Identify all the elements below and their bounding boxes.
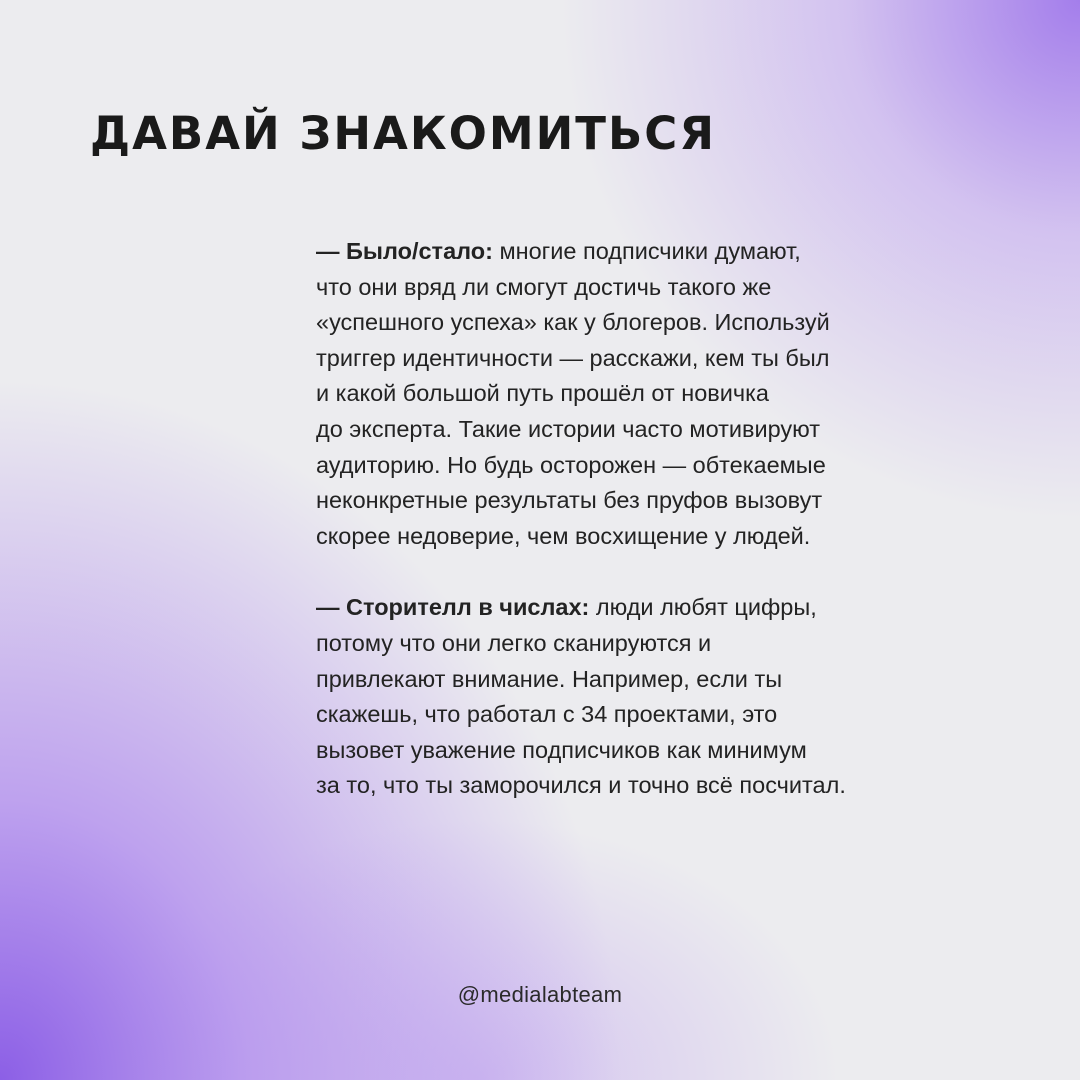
paragraph-line: триггер идентичности — расскажи, кем ты был [316,344,830,371]
account-handle: @medialabteam [457,982,623,1007]
paragraph-line: привлекают внимание. Например, если ты [316,665,783,692]
page-title: ДАВАЙ ЗНАКОМИТЬСЯ [90,107,716,160]
paragraph-line: «успешного успеха» как у блогеров. Используй [316,309,830,336]
paragraph-line: скажешь, что работал с 34 проектами, это [316,701,778,728]
paragraph-line: до эксперта. Такие истории часто мотивируют [316,415,821,442]
paragraph-line: многие подписчики думают, [492,238,801,264]
paragraph-storytelling-numbers [316,590,1006,804]
paragraph-line: и какой большой путь прошёл от новичка [316,380,769,407]
paragraph-line: что они вряд ли смогут достичь такого же [316,273,772,300]
body-text [316,234,1006,840]
paragraph-line: скорее недоверие, чем восхищение у людей. [316,522,811,549]
paragraph-before-after [316,234,1006,554]
paragraph-line: потому что они легко сканируются и [316,629,712,656]
paragraph-lead: — Было/стало: [316,238,493,264]
paragraph-first-line [316,590,1006,626]
paragraph-line: люди любят цифры, [589,594,817,621]
paragraph-line: за то, что ты заморочился и точно всё посчитал. [316,772,846,799]
paragraph-line: неконкретные результаты без пруфов вызовут [316,487,823,514]
paragraph-first-line [316,234,1006,270]
paragraph-line: вызовет уважение подписчиков как минимум [316,736,807,763]
paragraph-lead: — Сторителл в числах: [316,594,590,621]
paragraph-line: аудиторию. Но будь осторожен — обтекаемые [316,451,826,478]
